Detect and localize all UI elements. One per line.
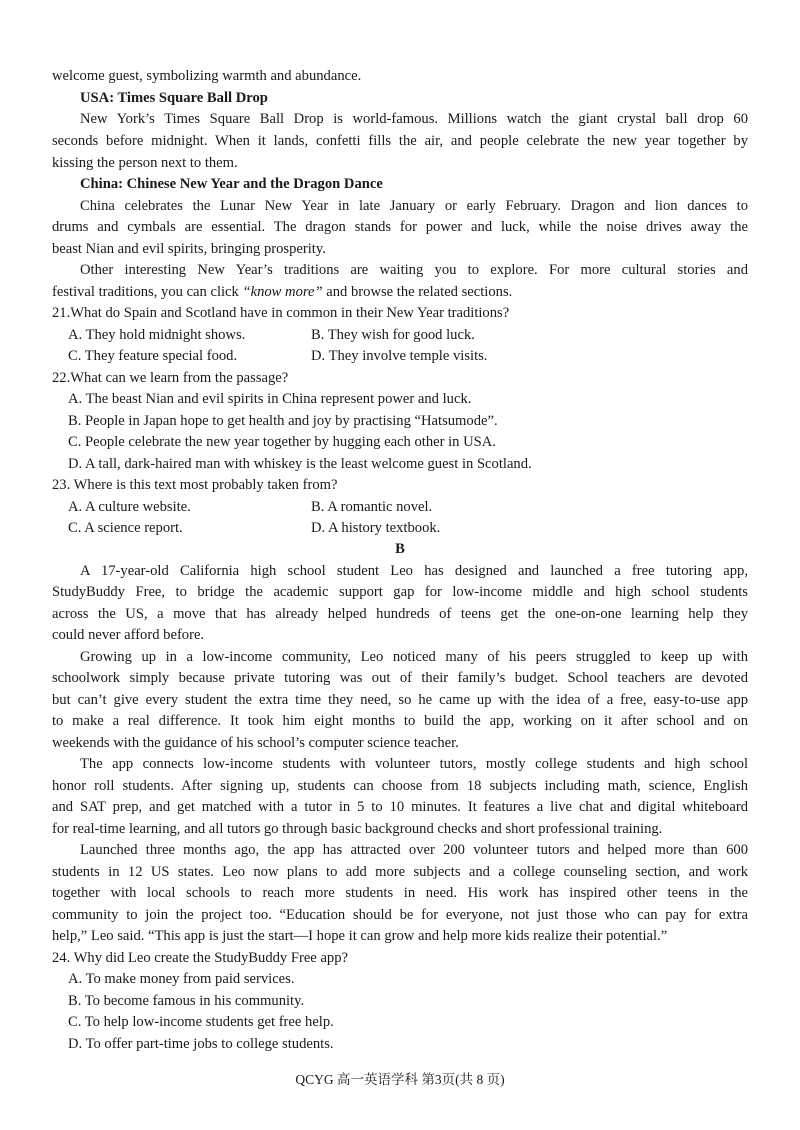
passage-line: seconds before midnight. When it lands, confetti fills the air, and people celebrate the new year together by	[52, 133, 748, 149]
passage-line: Growing up in a low-income community, Leo noticed many of his peers struggled to keep up with	[80, 649, 748, 665]
passage-line: StudyBuddy Free, to bridge the academic support gap for low-income middle and high school students	[52, 584, 748, 600]
passage-line: but can’t give every student the extra time they need, so he came up with the idea of a free, easy-to-use app	[52, 692, 748, 708]
passage-line: honor roll students. After signing up, students can choose from 18 subjects including math, science, English	[52, 778, 748, 794]
passage-line: China celebrates the Lunar New Year in late January or early February. Dragon and lion dances to	[80, 198, 748, 214]
answer-option: A. A culture website.	[68, 499, 191, 515]
passage-line: students in 12 US states. Leo now plans to add more subjects and a college counseling section, and work	[52, 864, 748, 880]
passage-line: schoolwork simply because private tutoring was out of their family’s budget. School teachers are devoted	[52, 670, 748, 686]
passage-line: welcome guest, symbolizing warmth and abundance.	[52, 68, 362, 84]
answer-option: A. They hold midnight shows.	[68, 327, 246, 343]
answer-option: A. The beast Nian and evil spirits in China represent power and luck.	[68, 391, 472, 407]
passage-line: across the US, a move that has already helped hundreds of teens get the one-on-one learning help they	[52, 606, 748, 622]
passage-line: A 17-year-old California high school student Leo has designed and launched a free tutoring app,	[80, 563, 748, 579]
section-heading-b: B	[395, 541, 405, 557]
passage-line: could never afford before.	[52, 627, 205, 643]
page-footer: QCYG 高一英语学科 第3页(共 8 页)	[295, 1072, 505, 1087]
passage-line: for real-time learning, and all tutors go through basic background checks and short professional training.	[52, 821, 663, 837]
section-heading-china: China: Chinese New Year and the Dragon Dance	[80, 176, 383, 192]
question-stem: 21.What do Spain and Scotland have in common in their New Year traditions?	[52, 305, 510, 321]
passage-line: beast Nian and evil spirits, bringing prosperity.	[52, 241, 326, 257]
answer-option: D. A tall, dark-haired man with whiskey is the least welcome guest in Scotland.	[68, 456, 532, 472]
passage-line: to make a real difference. It took him eight months to build the app, working on it after school and on	[52, 713, 748, 729]
section-heading-usa: USA: Times Square Ball Drop	[80, 90, 268, 106]
answer-option: D. They involve temple visits.	[311, 348, 488, 364]
passage-line: together with local schools to reach more students in need. His work has inspired other teens in the	[52, 885, 748, 901]
passage-line: community to join the project too. “Education should be for everyone, not just those who can pay for extra	[52, 907, 748, 923]
passage-line: and SAT prep, and get matched with a tutor in 5 to 10 minutes. It features a live chat and digital whiteboard	[52, 799, 748, 815]
answer-option: C. People celebrate the new year together by hugging each other in USA.	[68, 434, 496, 450]
passage-line: help,” Leo said. “This app is just the start—I hope it can grow and help more kids realize their potential.”	[52, 928, 668, 944]
answer-option: B. They wish for good luck.	[311, 327, 475, 343]
answer-option: B. A romantic novel.	[311, 499, 433, 515]
passage-line: drums and cymbals are essential. The dragon stands for power and luck, while the noise drives away the	[52, 219, 748, 235]
passage-line: weekends with the guidance of his school’s computer science teacher.	[52, 735, 459, 751]
answer-option: C. They feature special food.	[68, 348, 238, 364]
passage-line: kissing the person next to them.	[52, 155, 238, 171]
answer-option: C. A science report.	[68, 520, 183, 536]
passage-line	[52, 282, 512, 303]
answer-option: D. To offer part-time jobs to college students.	[68, 1036, 334, 1052]
answer-option: A. To make money from paid services.	[68, 971, 295, 987]
answer-option: B. People in Japan hope to get health and joy by practising “Hatsumode”.	[68, 413, 498, 429]
answer-option: B. To become famous in his community.	[68, 993, 305, 1009]
know-more-link-text: “know more”	[242, 284, 323, 300]
answer-option: C. To help low-income students get free help.	[68, 1014, 334, 1030]
question-stem: 23. Where is this text most probably taken from?	[52, 477, 338, 493]
question-stem: 22.What can we learn from the passage?	[52, 370, 289, 386]
passage-line: The app connects low-income students with volunteer tutors, mostly college students and high school	[80, 756, 748, 772]
passage-text: festival traditions, you can click	[52, 284, 243, 300]
question-stem: 24. Why did Leo create the StudyBuddy Free app?	[52, 950, 348, 966]
answer-option: D. A history textbook.	[311, 520, 441, 536]
passage-line: New York’s Times Square Ball Drop is world-famous. Millions watch the giant crystal ball drop 60	[80, 111, 748, 127]
passage-text: and browse the related sections.	[322, 284, 513, 300]
passage-line: Launched three months ago, the app has attracted over 200 volunteer tutors and helped more than 600	[80, 842, 748, 858]
passage-line: Other interesting New Year’s traditions are waiting you to explore. For more cultural stories and	[80, 262, 748, 278]
